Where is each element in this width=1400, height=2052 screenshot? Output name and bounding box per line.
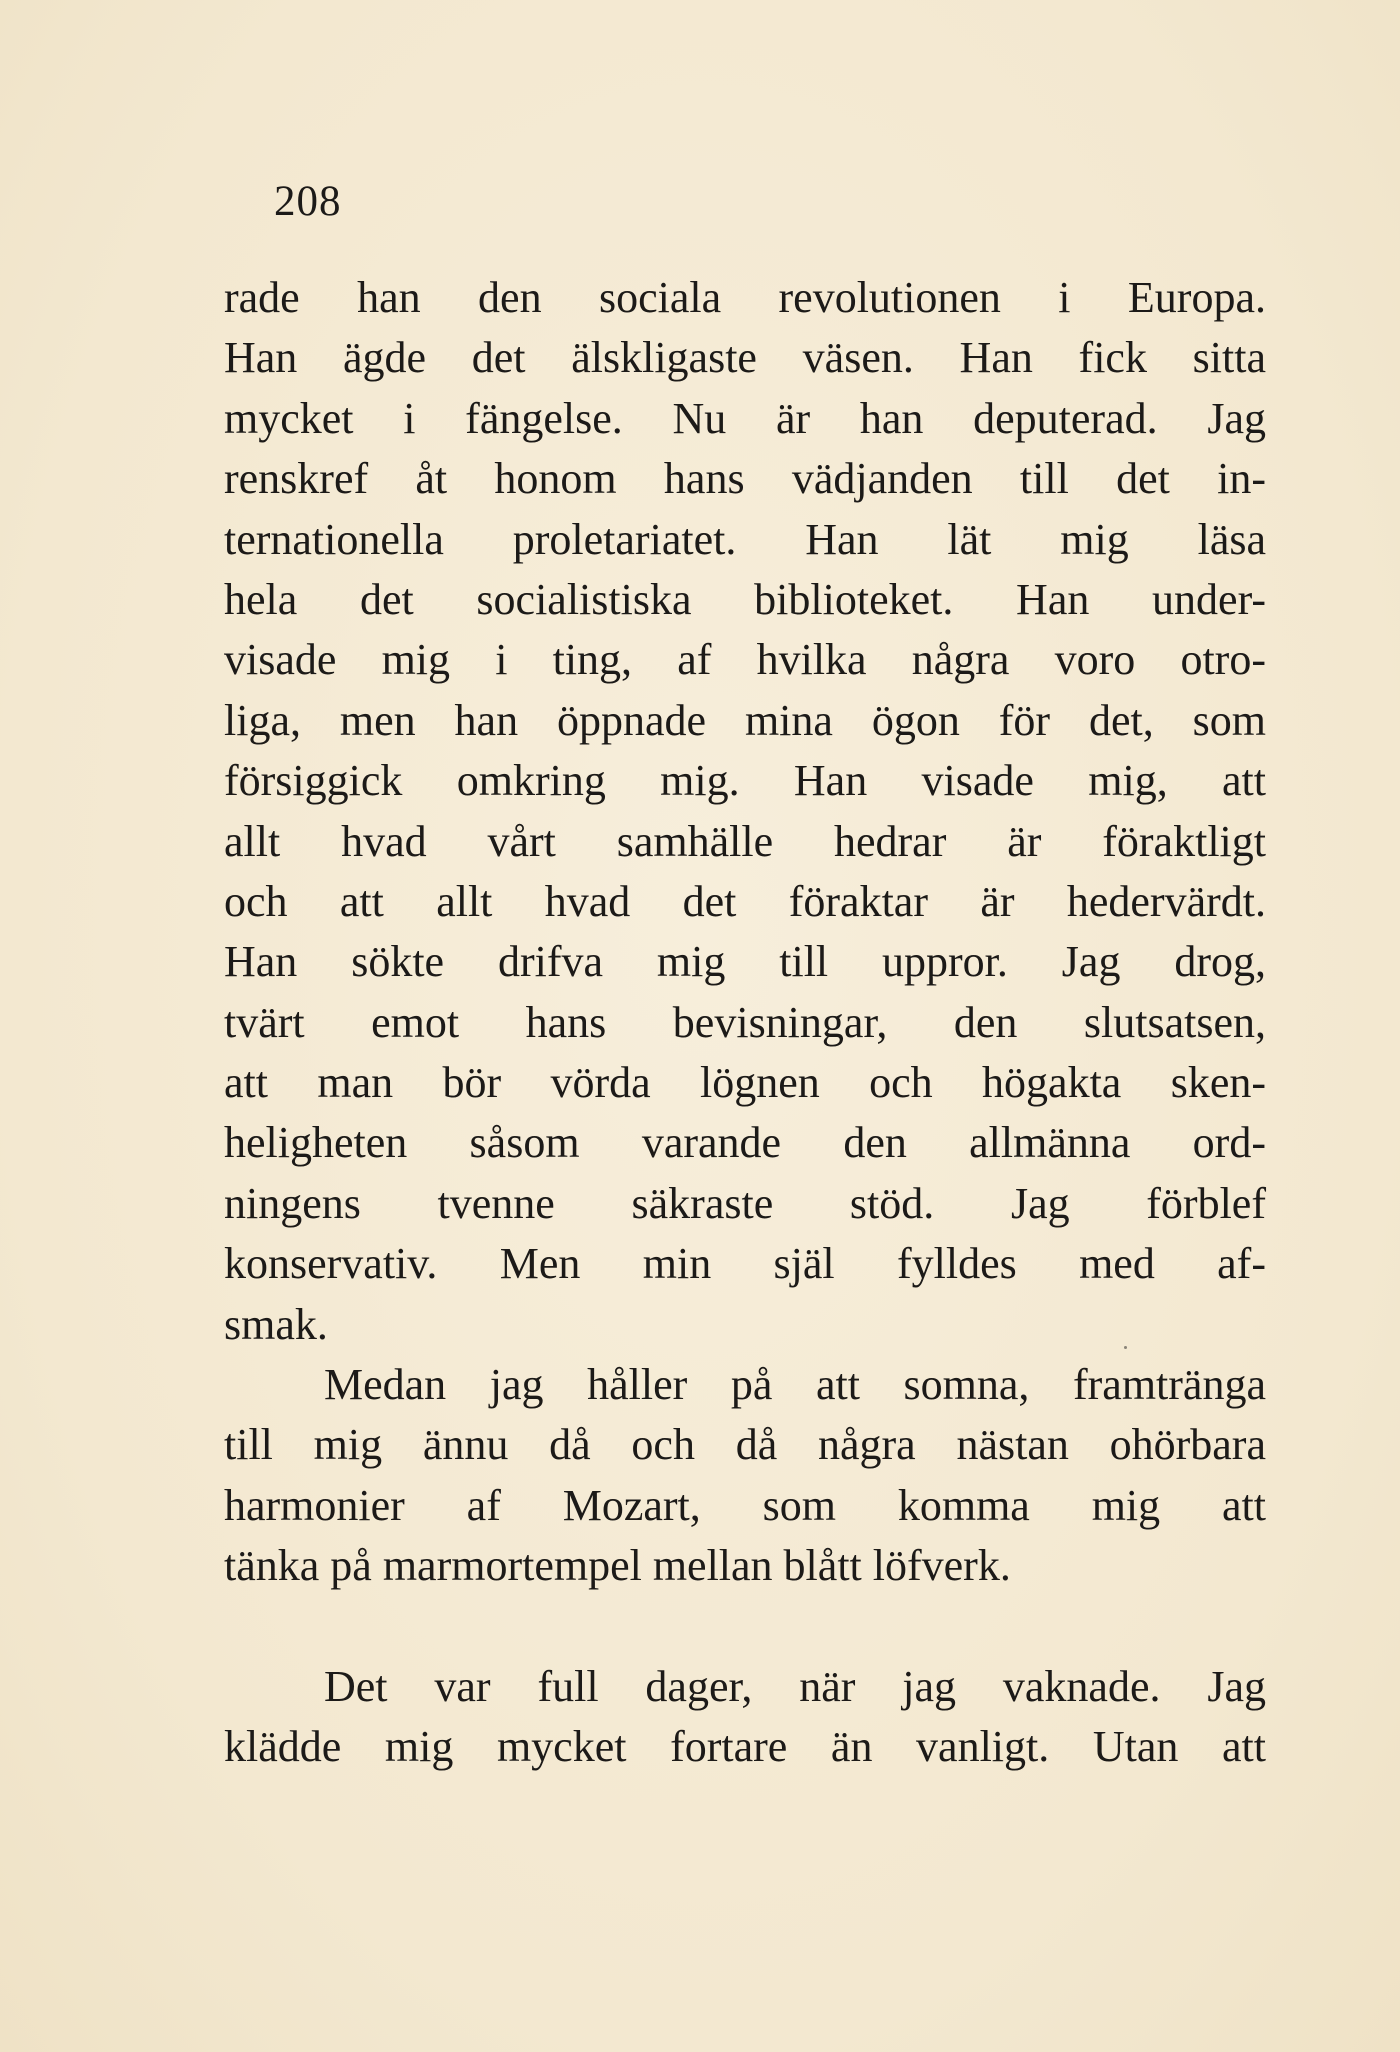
- text-line: hela det socialistiska biblioteket. Han under-: [224, 574, 1266, 624]
- text-line: visade mig i ting, af hvilka några voro otro-: [224, 635, 1266, 685]
- text-line: harmonier af Mozart, som komma mig att: [224, 1480, 1266, 1530]
- text-line: allt hvad vårt samhälle hedrar är föraktligt: [224, 816, 1266, 866]
- text-line: försiggick omkring mig. Han visade mig, att: [224, 756, 1266, 806]
- text-line: att man bör vörda lögnen och högakta sken-: [224, 1058, 1266, 1108]
- text-line: mycket i fängelse. Nu är han deputerad. Jag: [224, 393, 1266, 443]
- text-line: ningens tvenne säkraste stöd. Jag förblef: [224, 1178, 1266, 1228]
- section-break: [224, 1597, 1266, 1657]
- text-line: Han sökte drifva mig till uppror. Jag drog,: [224, 937, 1266, 987]
- text-line: till mig ännu då och då några nästan ohörbara: [224, 1420, 1266, 1470]
- paper-speck: [1124, 1346, 1127, 1349]
- text-line: tvärt emot hans bevisningar, den slutsatsen,: [224, 997, 1266, 1047]
- text-line: smak.: [224, 1299, 328, 1349]
- text-line: Det var full dager, när jag vaknade. Jag: [324, 1661, 1266, 1711]
- body-text: [224, 268, 1266, 1777]
- page-number: 208: [274, 178, 342, 225]
- text-line: Medan jag håller på att somna, framtränga: [324, 1360, 1266, 1410]
- text-line: renskref åt honom hans vädjanden till det in-: [224, 454, 1266, 504]
- text-line: tänka på marmortempel mellan blått löfverk.: [224, 1541, 1011, 1591]
- text-line: liga, men han öppnade mina ögon för det, som: [224, 695, 1266, 745]
- paragraph-1: [224, 268, 1266, 1355]
- text-line: och att allt hvad det föraktar är hedervärdt.: [224, 876, 1266, 926]
- paragraph-3: [224, 1657, 1266, 1778]
- text-line: Han ägde det älskligaste väsen. Han fick sitta: [224, 333, 1266, 383]
- text-line: konservativ. Men min själ fylldes med af-: [224, 1239, 1266, 1289]
- text-line: ternationella proletariatet. Han lät mig läsa: [224, 514, 1266, 564]
- paragraph-2: [224, 1355, 1266, 1597]
- text-line: rade han den sociala revolutionen i Europa.: [224, 273, 1266, 322]
- text-line: heligheten såsom varande den allmänna ord-: [224, 1118, 1266, 1168]
- text-line: klädde mig mycket fortare än vanligt. Utan att: [224, 1721, 1266, 1771]
